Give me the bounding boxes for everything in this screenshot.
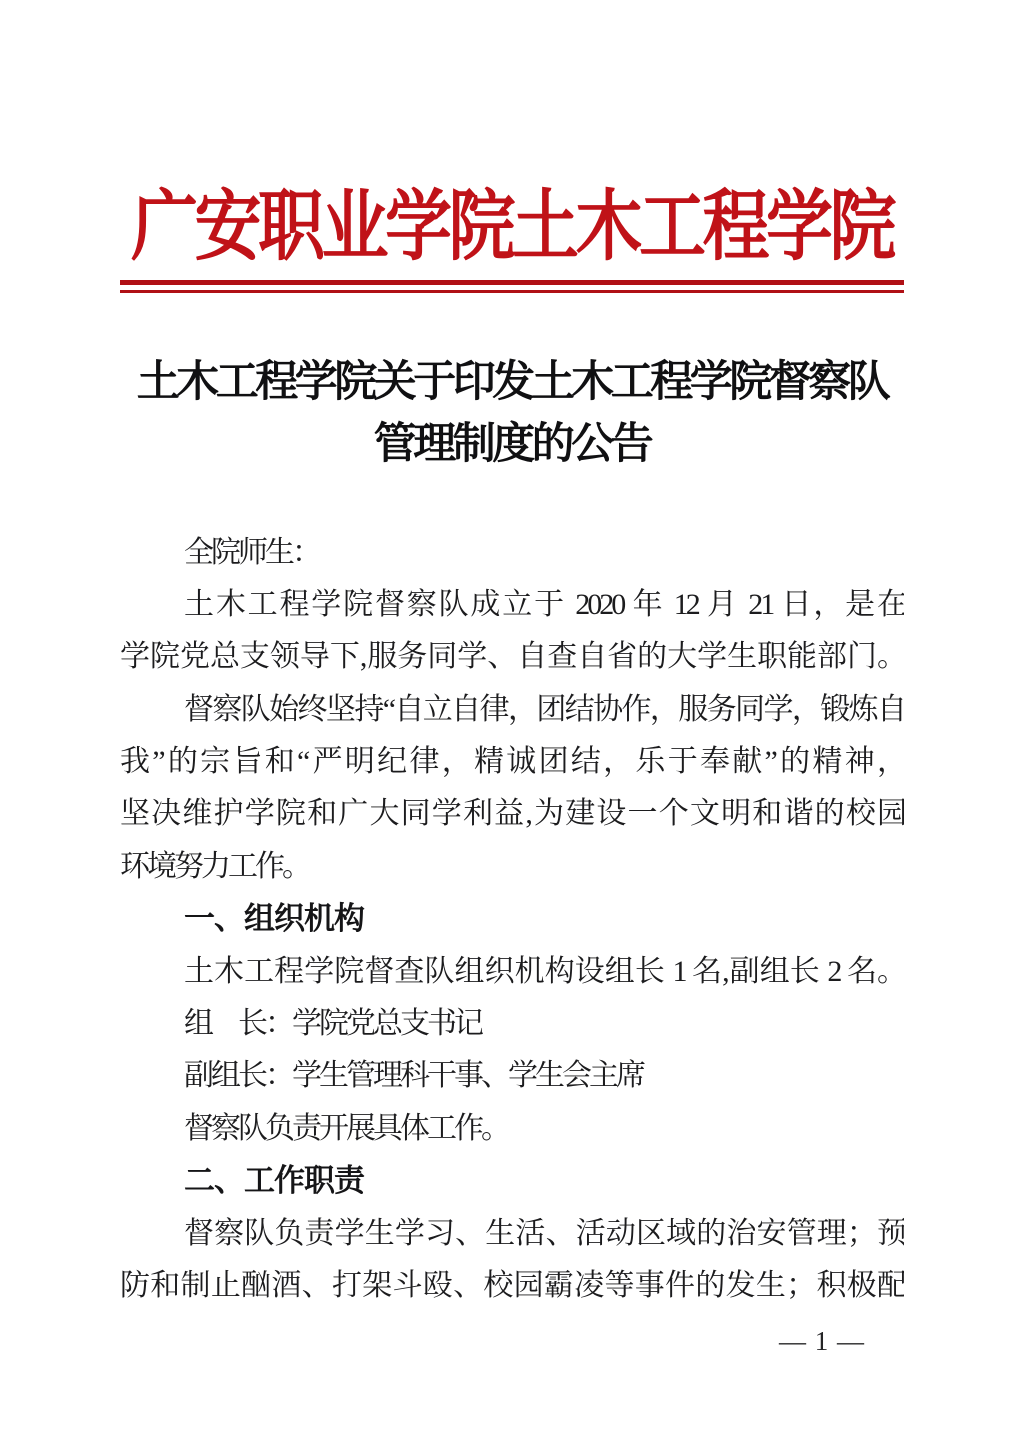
body-text-line: 环境努力工作。 [120, 849, 309, 883]
letterhead-rule-thin [120, 290, 904, 293]
body-text-line: 坚决维护学院和广大同学利益,为建设一个文明和谐的校园 [120, 797, 904, 831]
body-text-line: 防和制止酗酒、打架斗殴、校园霸凌等事件的发生；积极配 [120, 1268, 904, 1302]
document-body [120, 527, 904, 1313]
page-number: — 1 — [779, 1326, 865, 1356]
document-title [120, 352, 904, 476]
body-text-line: 土木工程学院督察队成立于 2020 年 12 月 21 日，是在 [184, 587, 904, 621]
body-text-line: 副组长：学生管理科干事、学生会主席 [184, 1059, 643, 1093]
body-text-line: 督察队负责学生学习、生活、活动区域的治安管理；预 [184, 1216, 904, 1250]
body-text-line: 督察队始终坚持“自立自律，团结协作，服务同学，锻炼自 [184, 692, 904, 726]
body-text-line: 督察队负责开展具体工作。 [184, 1111, 508, 1145]
letterhead-org-name: 广安职业学院土木工程学院 [131, 185, 893, 271]
document-content [120, 0, 904, 1312]
letterhead [120, 0, 904, 271]
body-text-line: 组 长：学院党总支书记 [184, 1007, 481, 1041]
body-text-line: 我”的宗旨和“严明纪律，精诚团结，乐于奉献”的精神， [120, 745, 904, 779]
letterhead-rule-thick [120, 280, 904, 285]
section-heading-2: 二、工作职责 [184, 1163, 364, 1199]
salutation-line: 全院师生： [184, 535, 319, 569]
document-title-line-2: 管理制度的公告 [373, 420, 651, 468]
section-heading-1: 一、组织机构 [184, 901, 364, 937]
document-title-line-1: 土木工程学院关于印发土木工程学院督察队 [136, 358, 888, 406]
body-text-line: 学院党总支领导下,服务同学、自查自省的大学生职能部门。 [120, 640, 904, 674]
body-text-line: 土木工程学院督查队组织机构设组长 1 名,副组长 2 名。 [184, 954, 904, 988]
